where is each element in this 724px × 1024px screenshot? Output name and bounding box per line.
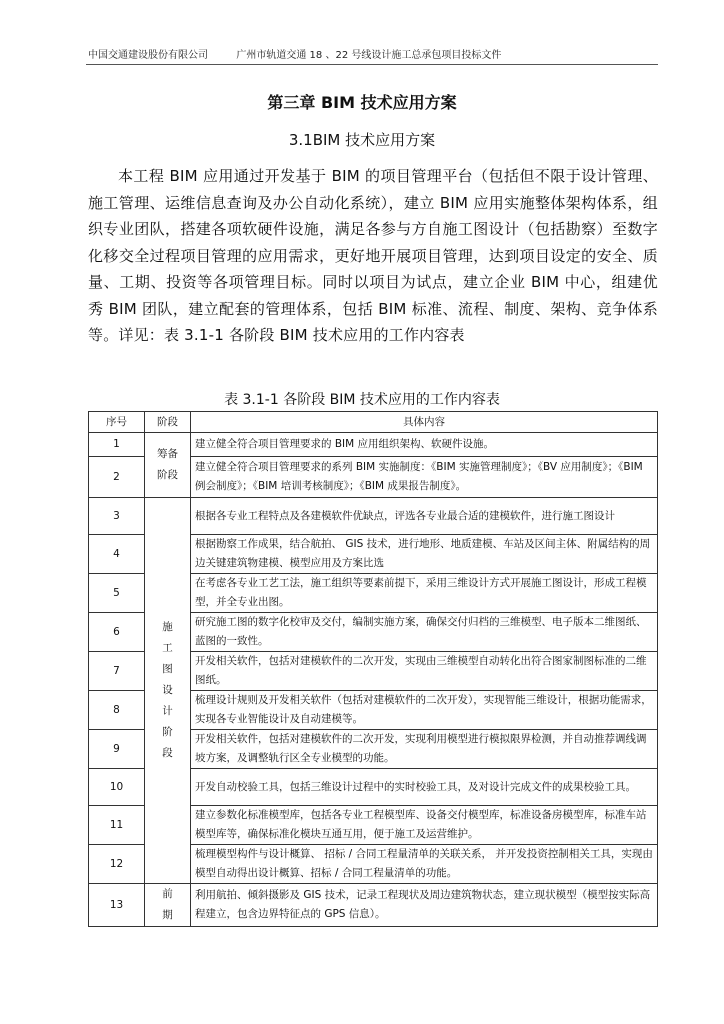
row-no: 12	[89, 845, 145, 884]
body-paragraph: 本工程 BIM 应用通过开发基于 BIM 的项目管理平台（包括但不限于设计管理、施工管理、运维信息查询及办公自动化系统），建立 BIM 应用实施整体架构体系，组织专业团队，搭建各项软硬件设施，满足各参与方自施工图设计（包括勘察）至数字化移交全过程项目管理的应用需求，更好地开展项目管理，达到项目设定的安全、质量、工期、投资等各项管理目标。同时以项目为试点，建立企业 BIM 中心，组建优秀 BIM 团队，建立配套的管理体系，包括 BIM 标准、流程、制度、架构、竞争体系等。详见：表 3.1-1 各阶段 BIM 技术应用的工作内容表	[88, 167, 658, 344]
header-content: 具体内容	[191, 412, 658, 433]
row-no: 1	[89, 433, 145, 457]
header-company: 中国交通建设股份有限公司	[88, 50, 208, 61]
stage-prep-label: 筹备阶段	[157, 448, 178, 481]
table-row	[89, 884, 658, 927]
row-content: 梳理设计规则及开发相关软件（包括对建模软件的二次开发），实现智能三维设计，根据功能需求，实现各专业智能设计及自动建模等。	[191, 691, 658, 730]
row-content: 开发相关软件，包括对建模软件的二次开发，实现由三维模型自动转化出符合图家制图标准的二维图纸。	[191, 652, 658, 691]
row-no: 7	[89, 652, 145, 691]
row-no: 2	[89, 457, 145, 498]
section-title: 3.1BIM 技术应用方案	[288, 131, 436, 149]
row-content: 研究施工图的数字化校审及交付，编制实施方案，确保交付归档的三维模型、电子版本二维图纸、蓝图的一致性。	[191, 613, 658, 652]
row-no: 4	[89, 535, 145, 574]
row-no: 8	[89, 691, 145, 730]
row-content: 根据各专业工程特点及各建模软件优缺点，评选各专业最合适的建模软件，进行施工图设计	[191, 498, 658, 535]
stage-design-label: 施工图设计阶段	[162, 621, 173, 759]
chapter-title: 第三章 BIM 技术应用方案	[267, 93, 457, 112]
stage-early-label: 前期	[162, 888, 173, 921]
row-content: 根据勘察工作成果，结合航拍、 GIS 技术，进行地形、地质建模、车站及区间主体、附属结构的周边关键建筑物建模、模型应用及方案比选	[191, 535, 658, 574]
header-divider	[86, 64, 658, 65]
row-no: 10	[89, 769, 145, 806]
header-stage: 阶段	[145, 412, 191, 433]
row-no: 5	[89, 574, 145, 613]
table-row	[89, 433, 658, 457]
row-content: 梳理模型构件与设计概算、 招标 / 合同工程量清单的关联关系， 并开发投资控制相关工具，实现由模型自动得出设计概算、招标 / 合同工程量清单的功能。	[191, 845, 658, 884]
row-content: 在考虑各专业工艺工法，施工组织等要素前提下，采用三维设计方式开展施工图设计，形成工程模型，并全专业出图。	[191, 574, 658, 613]
stage-early-cell	[145, 884, 191, 927]
row-content: 建立健全符合项目管理要求的 BIM 应用组织架构、软硬件设施。	[191, 433, 658, 457]
stage-design-cell	[145, 498, 191, 884]
row-content: 建立参数化标准模型库，包括各专业工程模型库、设备交付模型库，标准设备房模型库，标准车站模型库等，确保标准化模块互通互用，便于施工及运营维护。	[191, 806, 658, 845]
page-header	[88, 46, 658, 61]
row-content: 开发相关软件，包括对建模软件的二次开发，实现利用模型进行模拟限界检测，并自动推荐调线调坡方案，及调整轨行区全专业模型的功能。	[191, 730, 658, 769]
header-project: 广州市轨道交通 18 、22 号线设计施工总承包项目投标文件	[236, 50, 502, 61]
header-no: 序号	[89, 412, 145, 433]
stage-prep-cell	[145, 433, 191, 498]
row-no: 9	[89, 730, 145, 769]
row-content: 建立健全符合项目管理要求的系列 BIM 实施制度：《BIM 实施管理制度》；《BV 应用制度》；《BIM 例会制度》；《BIM 培训考核制度》；《BIM 成果报告制度》。	[191, 457, 658, 498]
table-caption: 表 3.1-1 各阶段 BIM 技术应用的工作内容表	[224, 392, 500, 408]
row-no: 6	[89, 613, 145, 652]
row-content: 开发自动校验工具，包括三维设计过程中的实时校验工具，及对设计完成文件的成果校验工具。	[191, 769, 658, 806]
table-header-row	[89, 412, 658, 433]
row-no: 13	[89, 884, 145, 927]
row-content: 利用航拍、倾斜摄影及 GIS 技术，记录工程现状及周边建筑物状态，建立现状模型（模型按实际高程建立，包含边界特征点的 GPS 信息）。	[191, 884, 658, 927]
row-no: 11	[89, 806, 145, 845]
table-row	[89, 498, 658, 535]
row-no: 3	[89, 498, 145, 535]
work-content-table	[88, 411, 658, 927]
